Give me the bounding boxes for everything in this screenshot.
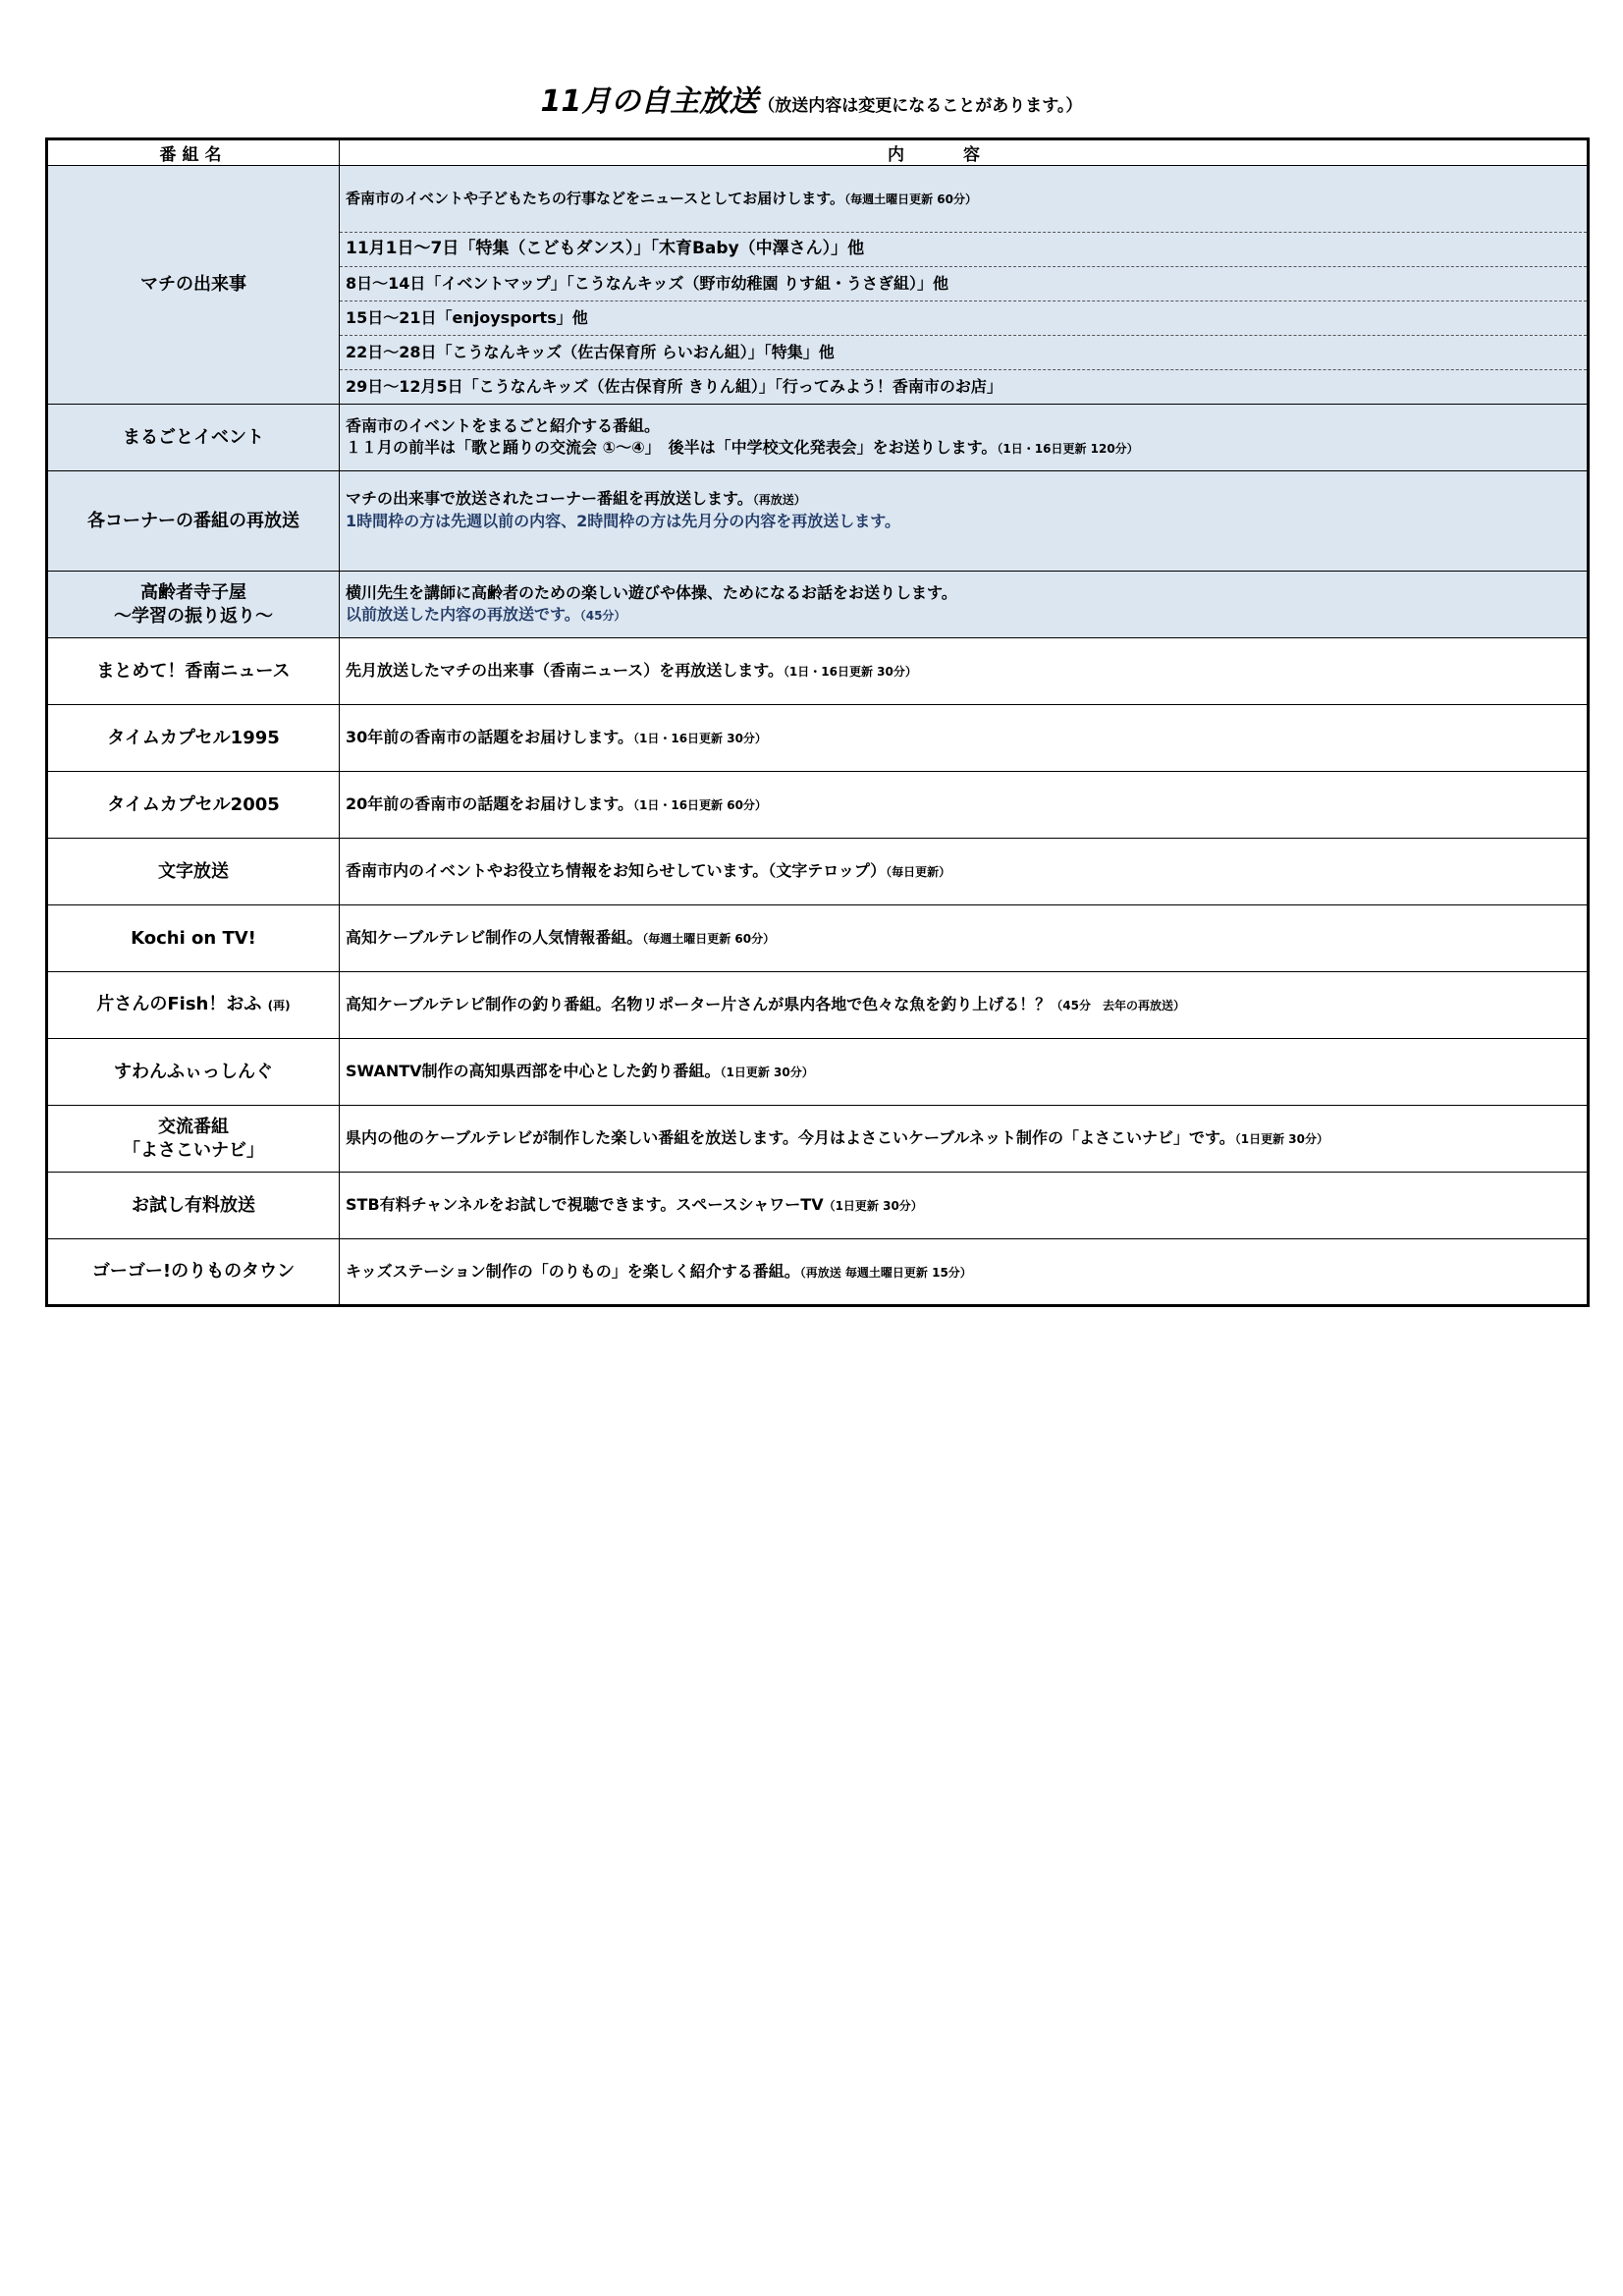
machi-episode: 15日～21日「enjoysports」他: [340, 301, 1587, 335]
desc-text: 先月放送したマチの出来事（香南ニュース）を再放送します。: [346, 661, 784, 680]
program-name: [47, 572, 340, 638]
header-content: 内容: [340, 139, 1589, 166]
program-desc: [340, 1239, 1589, 1306]
terakoya-name-1: 高齢者寺子屋: [140, 581, 246, 603]
corner-line1-text: マチの出来事で放送されたコーナー番組を再放送します。: [346, 489, 753, 508]
terakoya-line2: [346, 604, 1587, 627]
program-desc: [340, 905, 1589, 972]
program-desc: [340, 839, 1589, 905]
row-machi: [47, 166, 1589, 405]
marugoto-line2-text: １１月の前半は「歌と踊りの交流会 ①～④」 後半は「中学校文化発表会」をお送りします。: [346, 438, 998, 457]
row-marugoto: [47, 405, 1589, 471]
desc-text: STB有料チャンネルをお試しで視聴できます。スペースシャワーTV: [346, 1195, 824, 1214]
schedule-table: [45, 137, 1590, 1307]
program-name: まるごとイベント: [47, 405, 340, 471]
marugoto-line1: 香南市のイベントをまるごと紹介する番組。: [346, 416, 661, 435]
table-row: [47, 705, 1589, 772]
program-name: タイムカプセル2005: [47, 772, 340, 839]
corner-line1: [346, 488, 1587, 511]
machi-episode: 11月1日～7日「特集（こどもダンス）」「木育Baby（中澤さん）」他: [340, 232, 1587, 266]
desc-text: 香南市内のイベントやお役立ち情報をお知らせしています。（文字テロップ）: [346, 861, 887, 880]
title-note: （放送内容は変更になることがあります。）: [758, 96, 1083, 116]
program-name: マチの出来事: [47, 166, 340, 405]
program-name: まとめて！香南ニュース: [47, 638, 340, 705]
program-name: すわんふぃっしんぐ: [47, 1039, 340, 1106]
desc-note: （1日更新 30分）: [823, 1199, 923, 1213]
machi-intro: [340, 166, 1587, 232]
row-koryu: [47, 1106, 1589, 1173]
header-program-name: 番組名: [47, 139, 340, 166]
marugoto-line2: [346, 437, 1587, 460]
desc-note: （1日・16日更新 60分）: [633, 798, 767, 812]
terakoya-line1: 横川先生を講師に高齢者のための楽しい遊びや体操、ためになるお話をお送りします。: [346, 583, 957, 602]
program-name: タイムカプセル1995: [47, 705, 340, 772]
desc-text: キッズステーション制作の「のりもの」を楽しく紹介する番組。: [346, 1261, 800, 1281]
program-name: 文字放送: [47, 839, 340, 905]
corner-line2: 1時間枠の方は先週以前の内容、2時間枠の方は先月分の内容を再放送します。: [346, 512, 900, 530]
machi-intro-text: 香南市のイベントや子どもたちの行事などをニュースとしてお届けします。: [346, 190, 845, 207]
desc-text: 30年前の香南市の話題をお届けします。: [346, 728, 633, 746]
desc-note: （再放送 毎週土曜日更新 15分）: [799, 1265, 972, 1280]
table-row: [47, 1239, 1589, 1306]
table-row: [47, 972, 1589, 1039]
table-row: [47, 638, 1589, 705]
machi-episode: 8日～14日「イベントマップ」「こうなんキッズ（野市幼稚園 りす組・うさぎ組）」他: [340, 266, 1587, 301]
page-title: [0, 77, 1623, 120]
program-desc: [340, 405, 1589, 471]
koryu-name-1: 交流番組: [158, 1116, 229, 1137]
program-desc: [340, 471, 1589, 572]
table-row: [47, 905, 1589, 972]
terakoya-line2-note: （45分）: [579, 609, 626, 623]
program-name: [47, 1106, 340, 1173]
program-name: ゴーゴー!のりものタウン: [47, 1239, 340, 1306]
table-row: [47, 1173, 1589, 1239]
program-desc: [340, 972, 1589, 1039]
table-row: [47, 1039, 1589, 1106]
desc-note: （1日更新 30分）: [720, 1066, 814, 1079]
header-row: [47, 139, 1589, 166]
desc-text: 県内の他のケーブルテレビが制作した楽しい番組を放送します。今月はよさこいケーブルネット制作の「よさこいナビ」です。: [346, 1128, 1235, 1147]
desc-text: SWANTV制作の高知県西部を中心とした釣り番組。: [346, 1062, 721, 1080]
desc-note: （1日・16日更新 30分）: [633, 732, 767, 745]
desc-text: 20年前の香南市の話題をお届けします。: [346, 794, 633, 813]
program-desc: [340, 1173, 1589, 1239]
title-main: 11月の自主放送: [540, 84, 759, 119]
program-desc: [340, 572, 1589, 638]
program-desc: [340, 705, 1589, 772]
marugoto-line2-note: （1日・16日更新 120分）: [997, 442, 1139, 456]
machi-intro-note: （毎週土曜日更新 60分）: [844, 192, 977, 206]
koryu-name-2: 「よさこいナビ」: [123, 1139, 264, 1161]
program-desc: [340, 1106, 1589, 1173]
corner-line1-note: （再放送）: [752, 493, 806, 507]
program-desc: [340, 166, 1589, 405]
terakoya-name-2: ～学習の振り返り～: [114, 605, 273, 627]
program-name-note: (再): [267, 999, 291, 1012]
program-desc: [340, 638, 1589, 705]
row-corner: [47, 471, 1589, 572]
program-desc: [340, 772, 1589, 839]
program-name-text: 片さんのFish！おふ: [96, 994, 262, 1014]
machi-episode: 22日～28日「こうなんキッズ（佐古保育所 らいおん組）」「特集」他: [340, 335, 1587, 369]
desc-note: （1日更新 30分）: [1234, 1132, 1328, 1146]
desc-text: 高知ケーブルテレビ制作の釣り番組。名物リポーター片さんが県内各地で色々な魚を釣り上げる！？: [346, 995, 1052, 1013]
program-name: お試し有料放送: [47, 1173, 340, 1239]
table-row: [47, 772, 1589, 839]
table-row: [47, 839, 1589, 905]
terakoya-line2-text: 以前放送した内容の再放送です。: [346, 605, 580, 624]
row-terakoya: [47, 572, 1589, 638]
desc-note: （1日・16日更新 30分）: [783, 665, 917, 679]
program-name: [47, 972, 340, 1039]
machi-episode: 29日～12月5日「こうなんキッズ（佐古保育所 きりん組）」「行ってみよう！香南市のお店」: [340, 369, 1587, 404]
program-desc: [340, 1039, 1589, 1106]
desc-note: （毎日更新）: [886, 865, 951, 879]
desc-note: （毎週土曜日更新 60分）: [642, 932, 776, 946]
program-name: 各コーナーの番組の再放送: [47, 471, 340, 572]
program-name: Kochi on TV!: [47, 905, 340, 972]
desc-note: （45分 去年の再放送）: [1051, 999, 1185, 1012]
desc-text: 高知ケーブルテレビ制作の人気情報番組。: [346, 928, 643, 947]
